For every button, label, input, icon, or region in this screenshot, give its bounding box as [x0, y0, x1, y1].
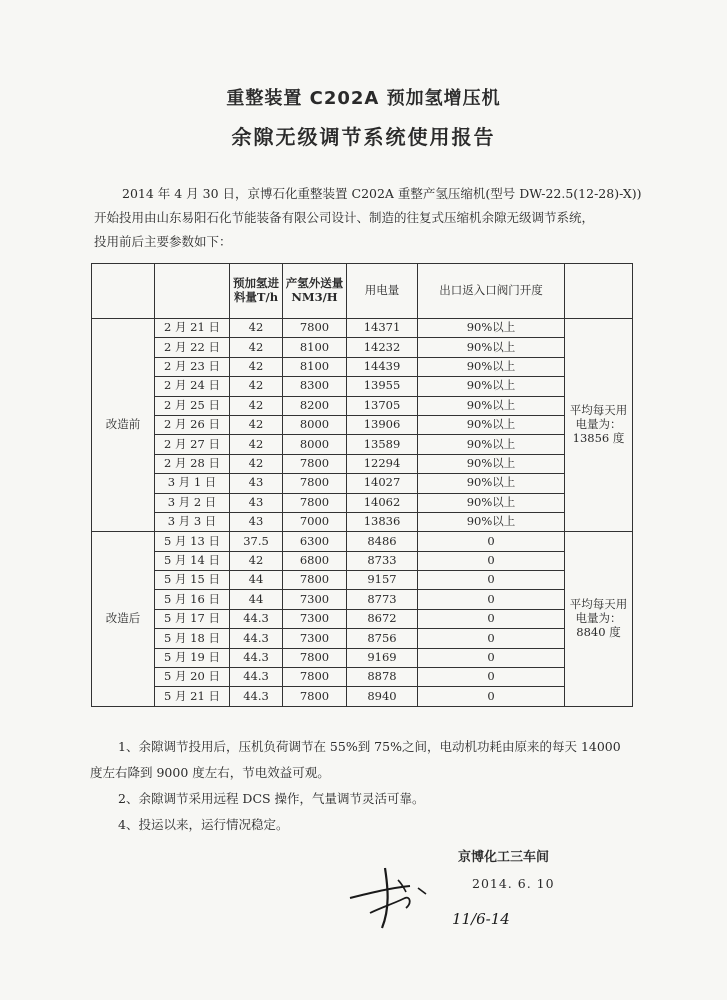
cell-h2: 6800: [283, 551, 347, 570]
cell-feed: 43: [230, 474, 283, 493]
cell-h2: 7300: [283, 590, 347, 609]
cell-h2: 7000: [283, 512, 347, 531]
cell-power: 13705: [347, 396, 418, 415]
cell-feed: 42: [230, 551, 283, 570]
cell-date: 2 月 26 日: [155, 415, 230, 434]
cell-feed: 43: [230, 493, 283, 512]
handwritten-date: 11/6-14: [452, 910, 510, 928]
cell-feed: 44: [230, 590, 283, 609]
intro-line: 2014 年 4 月 30 日，京博石化重整装置 C202A 重整产氢压缩机(型号 DW-22.5(12-28)-X)): [122, 186, 642, 201]
cell-valve: 0: [418, 551, 565, 570]
cell-valve: 90%以上: [418, 338, 565, 357]
cell-h2: 8300: [283, 377, 347, 396]
cell-h2: 7800: [283, 493, 347, 512]
cell-h2: 7800: [283, 454, 347, 473]
cell-h2: 8000: [283, 415, 347, 434]
cell-power: 14062: [347, 493, 418, 512]
table-row: [92, 571, 633, 590]
cell-feed: 42: [230, 338, 283, 357]
parameters-table: [91, 263, 633, 707]
cell-valve: 90%以上: [418, 357, 565, 376]
table-row: [92, 377, 633, 396]
cell-date: 2 月 23 日: [155, 357, 230, 376]
table-row: [92, 590, 633, 609]
cell-feed: 43: [230, 512, 283, 531]
cell-feed: 44.3: [230, 668, 283, 687]
cell-power: 12294: [347, 454, 418, 473]
table-row: [92, 474, 633, 493]
header-date: [155, 264, 230, 319]
cell-valve: 0: [418, 668, 565, 687]
cell-h2: 7800: [283, 668, 347, 687]
cell-valve: 90%以上: [418, 474, 565, 493]
cell-power: 13955: [347, 377, 418, 396]
cell-power: 9157: [347, 571, 418, 590]
intro-paragraph: [94, 182, 674, 254]
cell-power: 14232: [347, 338, 418, 357]
note-line: 2、余隙调节采用远程 DCS 操作，气量调节灵活可靠。: [118, 791, 425, 806]
before-section: [92, 319, 633, 532]
cell-feed: 44: [230, 571, 283, 590]
cell-date: 2 月 25 日: [155, 396, 230, 415]
cell-h2: 6300: [283, 532, 347, 551]
cell-h2: 7300: [283, 609, 347, 628]
cell-valve: 0: [418, 629, 565, 648]
cell-feed: 37.5: [230, 532, 283, 551]
table-row: [92, 338, 633, 357]
cell-power: 13589: [347, 435, 418, 454]
cell-h2: 7800: [283, 648, 347, 667]
cell-power: 8733: [347, 551, 418, 570]
table-row: [92, 435, 633, 454]
cell-h2: 7800: [283, 571, 347, 590]
report-title-line2: 余隙无级调节系统使用报告: [231, 125, 496, 149]
cell-h2: 8100: [283, 357, 347, 376]
cell-date: 5 月 15 日: [155, 571, 230, 590]
cell-valve: 90%以上: [418, 396, 565, 415]
table-row: [92, 454, 633, 473]
cell-valve: 90%以上: [418, 415, 565, 434]
cell-h2: 7800: [283, 474, 347, 493]
table-row: [92, 319, 633, 338]
cell-feed: 42: [230, 454, 283, 473]
table-row: [92, 415, 633, 434]
cell-feed: 44.3: [230, 687, 283, 706]
cell-h2: 8000: [283, 435, 347, 454]
header-power: 用电量: [347, 264, 418, 319]
cell-date: 2 月 22 日: [155, 338, 230, 357]
cell-feed: 44.3: [230, 629, 283, 648]
table-row: [92, 493, 633, 512]
cell-date: 3 月 2 日: [155, 493, 230, 512]
notes-section: [90, 734, 670, 838]
table-row: [92, 668, 633, 687]
table-row: [92, 357, 633, 376]
cell-feed: 44.3: [230, 609, 283, 628]
cell-date: 2 月 27 日: [155, 435, 230, 454]
table-row: [92, 609, 633, 628]
cell-valve: 90%以上: [418, 319, 565, 338]
table-row: [92, 629, 633, 648]
cell-date: 2 月 24 日: [155, 377, 230, 396]
table-row: [92, 551, 633, 570]
cell-date: 2 月 21 日: [155, 319, 230, 338]
cell-power: 8486: [347, 532, 418, 551]
cell-power: 9169: [347, 648, 418, 667]
cell-valve: 90%以上: [418, 435, 565, 454]
cell-power: 13906: [347, 415, 418, 434]
cell-h2: 7300: [283, 629, 347, 648]
header-feed: 预加氢进料量T/h: [230, 264, 283, 319]
cell-valve: 90%以上: [418, 493, 565, 512]
header-h2-output: 产氢外送量NM3/H: [283, 264, 347, 319]
cell-date: 5 月 16 日: [155, 590, 230, 609]
note-line: 度左右降到 9000 度左右，节电效益可观。: [90, 765, 330, 780]
cell-date: 5 月 13 日: [155, 532, 230, 551]
table-row: [92, 532, 633, 551]
table-header-row: [92, 264, 633, 319]
cell-valve: 0: [418, 532, 565, 551]
cell-feed: 42: [230, 396, 283, 415]
cell-feed: 42: [230, 377, 283, 396]
cell-date: 5 月 21 日: [155, 687, 230, 706]
average-power-note: 平均每天用电量为：8840 度: [565, 532, 633, 707]
cell-date: 5 月 17 日: [155, 609, 230, 628]
handwritten-signature: [340, 858, 540, 938]
cell-date: 5 月 14 日: [155, 551, 230, 570]
cell-valve: 0: [418, 687, 565, 706]
cell-feed: 42: [230, 435, 283, 454]
cell-feed: 44.3: [230, 648, 283, 667]
cell-power: 14439: [347, 357, 418, 376]
cell-h2: 8200: [283, 396, 347, 415]
report-title-line1: 重整装置 C202A 预加氢增压机: [226, 88, 501, 109]
cell-valve: 0: [418, 609, 565, 628]
note-line: 4、投运以来，运行情况稳定。: [118, 817, 289, 832]
cell-date: 3 月 3 日: [155, 512, 230, 531]
cell-feed: 42: [230, 415, 283, 434]
phase-label: 改造前: [92, 319, 155, 532]
cell-date: 5 月 18 日: [155, 629, 230, 648]
intro-line: 投用前后主要参数如下：: [94, 234, 232, 249]
cell-power: 8672: [347, 609, 418, 628]
cell-feed: 42: [230, 357, 283, 376]
signature-organization: 京博化工三车间: [458, 850, 550, 865]
table-row: [92, 512, 633, 531]
cell-h2: 8100: [283, 338, 347, 357]
cell-date: 5 月 20 日: [155, 668, 230, 687]
cell-power: 8940: [347, 687, 418, 706]
cell-valve: 0: [418, 590, 565, 609]
phase-label: 改造后: [92, 532, 155, 707]
average-power-note: 平均每天用电量为：13856 度: [565, 319, 633, 532]
note-line: 1、余隙调节投用后，压机负荷调节在 55%到 75%之间，电动机功耗由原来的每天 14000: [118, 739, 621, 754]
cell-valve: 0: [418, 648, 565, 667]
header-valve-opening: 出口返入口阀门开度: [418, 264, 565, 319]
cell-valve: 90%以上: [418, 512, 565, 531]
cell-date: 3 月 1 日: [155, 474, 230, 493]
header-phase: [92, 264, 155, 319]
cell-power: 13836: [347, 512, 418, 531]
cell-h2: 7800: [283, 687, 347, 706]
cell-date: 2 月 28 日: [155, 454, 230, 473]
cell-power: 8756: [347, 629, 418, 648]
after-section: [92, 532, 633, 707]
cell-valve: 0: [418, 571, 565, 590]
cell-power: 8773: [347, 590, 418, 609]
cell-date: 5 月 19 日: [155, 648, 230, 667]
cell-h2: 7800: [283, 319, 347, 338]
cell-feed: 42: [230, 319, 283, 338]
cell-valve: 90%以上: [418, 454, 565, 473]
cell-power: 8878: [347, 668, 418, 687]
cell-valve: 90%以上: [418, 377, 565, 396]
intro-line: 开始投用由山东易阳石化节能装备有限公司设计、制造的往复式压缩机余隙无级调节系统，: [94, 210, 595, 225]
table-row: [92, 687, 633, 706]
table-row: [92, 396, 633, 415]
header-average: [565, 264, 633, 319]
cell-power: 14027: [347, 474, 418, 493]
cell-power: 14371: [347, 319, 418, 338]
table-row: [92, 648, 633, 667]
signature-date: 2014. 6. 10: [472, 876, 555, 891]
